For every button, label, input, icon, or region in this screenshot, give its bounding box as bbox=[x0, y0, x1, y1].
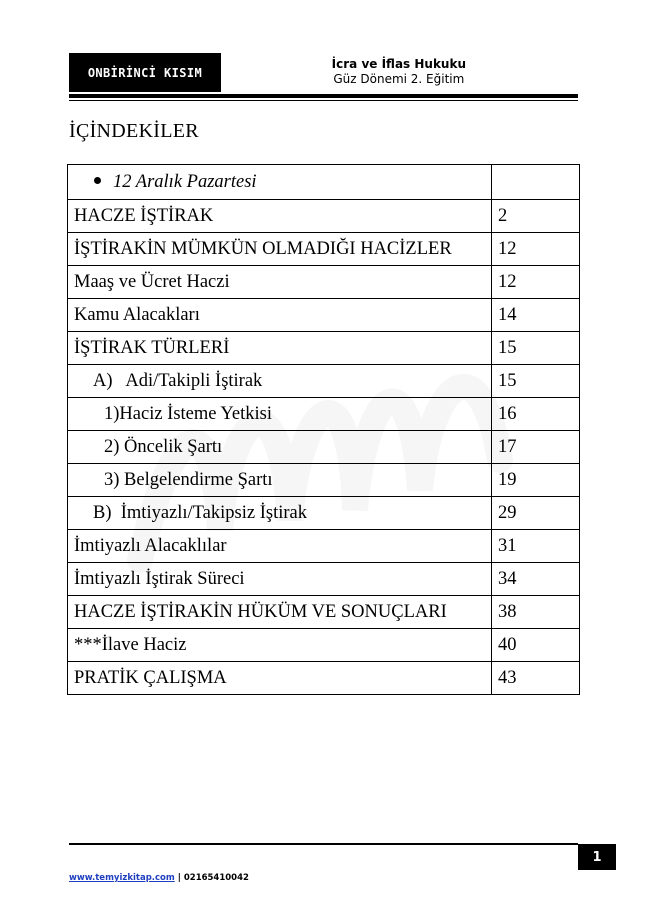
toc-entry-page: 14 bbox=[492, 299, 580, 332]
page-number-box bbox=[578, 844, 616, 870]
toc-row[interactable] bbox=[68, 233, 580, 266]
toc-entry-label: Kamu Alacakları bbox=[68, 299, 492, 332]
course-title: İcra ve İflas Hukuku bbox=[331, 57, 466, 71]
phone-number: 02165410042 bbox=[183, 873, 249, 883]
toc-entry-page: 31 bbox=[492, 530, 580, 563]
header-rule-thin bbox=[69, 100, 578, 101]
toc-row[interactable] bbox=[68, 596, 580, 629]
toc-entry-label: 3) Belgelendirme Şartı bbox=[68, 464, 492, 497]
toc-entry-label: İmtiyazlı Alacaklılar bbox=[68, 530, 492, 563]
toc-entry-page: 38 bbox=[492, 596, 580, 629]
toc-entry-page: 2 bbox=[492, 200, 580, 233]
toc-date-page-cell bbox=[492, 165, 580, 200]
toc-row[interactable] bbox=[68, 563, 580, 596]
toc-row[interactable] bbox=[68, 266, 580, 299]
toc-date-row bbox=[68, 165, 580, 200]
toc-entry-page: 40 bbox=[492, 629, 580, 662]
footer-contact bbox=[69, 873, 249, 883]
toc-entry-label: İŞTİRAK TÜRLERİ bbox=[68, 332, 492, 365]
toc-row[interactable] bbox=[68, 200, 580, 233]
toc-entry-page: 15 bbox=[492, 365, 580, 398]
toc-row[interactable] bbox=[68, 398, 580, 431]
toc-row[interactable] bbox=[68, 431, 580, 464]
header-rule-thick bbox=[69, 94, 578, 98]
toc-entry-page: 15 bbox=[492, 332, 580, 365]
toc-entry-label: ***İlave Haciz bbox=[68, 629, 492, 662]
toc-entry-label: PRATİK ÇALIŞMA bbox=[68, 662, 492, 695]
toc-row[interactable] bbox=[68, 497, 580, 530]
toc-entry-label: 1)Haciz İsteme Yetkisi bbox=[68, 398, 492, 431]
toc-row[interactable] bbox=[68, 629, 580, 662]
toc-entry-label: İmtiyazlı İştirak Süreci bbox=[68, 563, 492, 596]
toc-entry-page: 16 bbox=[492, 398, 580, 431]
toc-row[interactable] bbox=[68, 332, 580, 365]
toc-row[interactable] bbox=[68, 365, 580, 398]
toc-row[interactable] bbox=[68, 662, 580, 695]
toc-entry-page: 29 bbox=[492, 497, 580, 530]
term-label: Güz Dönemi 2. Eğitim bbox=[333, 72, 465, 86]
header-course-info bbox=[332, 57, 466, 87]
toc-table bbox=[67, 164, 580, 695]
toc-entry-label: HACZE İŞTİRAK bbox=[68, 200, 492, 233]
page-title: İÇİNDEKİLER bbox=[69, 120, 199, 142]
toc-entry-label: İŞTİRAKİN MÜMKÜN OLMADIĞI HACİZLER bbox=[68, 233, 492, 266]
toc-entry-page: 43 bbox=[492, 662, 580, 695]
toc-entry-page: 34 bbox=[492, 563, 580, 596]
footer-rule bbox=[69, 843, 578, 845]
toc-entry-label: Maaş ve Ücret Haczi bbox=[68, 266, 492, 299]
website-link[interactable]: www.temyizkitap.com bbox=[69, 873, 175, 883]
toc-entry-page: 19 bbox=[492, 464, 580, 497]
toc-entry-label: HACZE İŞTİRAKİN HÜKÜM VE SONUÇLARI bbox=[68, 596, 492, 629]
toc-entry-page: 12 bbox=[492, 233, 580, 266]
toc-entry-label: B) İmtiyazlı/Takipsiz İştirak bbox=[68, 497, 492, 530]
toc-entry-label: A) Adi/Takipli İştirak bbox=[68, 365, 492, 398]
section-label: ONBİRİNCİ KISIM bbox=[87, 65, 203, 80]
bullet-icon bbox=[94, 177, 101, 184]
toc-date-cell bbox=[68, 165, 492, 200]
toc-entry-page: 12 bbox=[492, 266, 580, 299]
footer-separator: | bbox=[177, 873, 181, 883]
toc-entry-label: 2) Öncelik Şartı bbox=[68, 431, 492, 464]
toc-row[interactable] bbox=[68, 464, 580, 497]
section-label-box bbox=[69, 53, 221, 92]
toc-date-heading: 12 Aralık Pazartesi bbox=[113, 171, 257, 192]
toc-row[interactable] bbox=[68, 299, 580, 332]
page-number: 1 bbox=[592, 849, 602, 865]
toc-entry-page: 17 bbox=[492, 431, 580, 464]
toc-row[interactable] bbox=[68, 530, 580, 563]
